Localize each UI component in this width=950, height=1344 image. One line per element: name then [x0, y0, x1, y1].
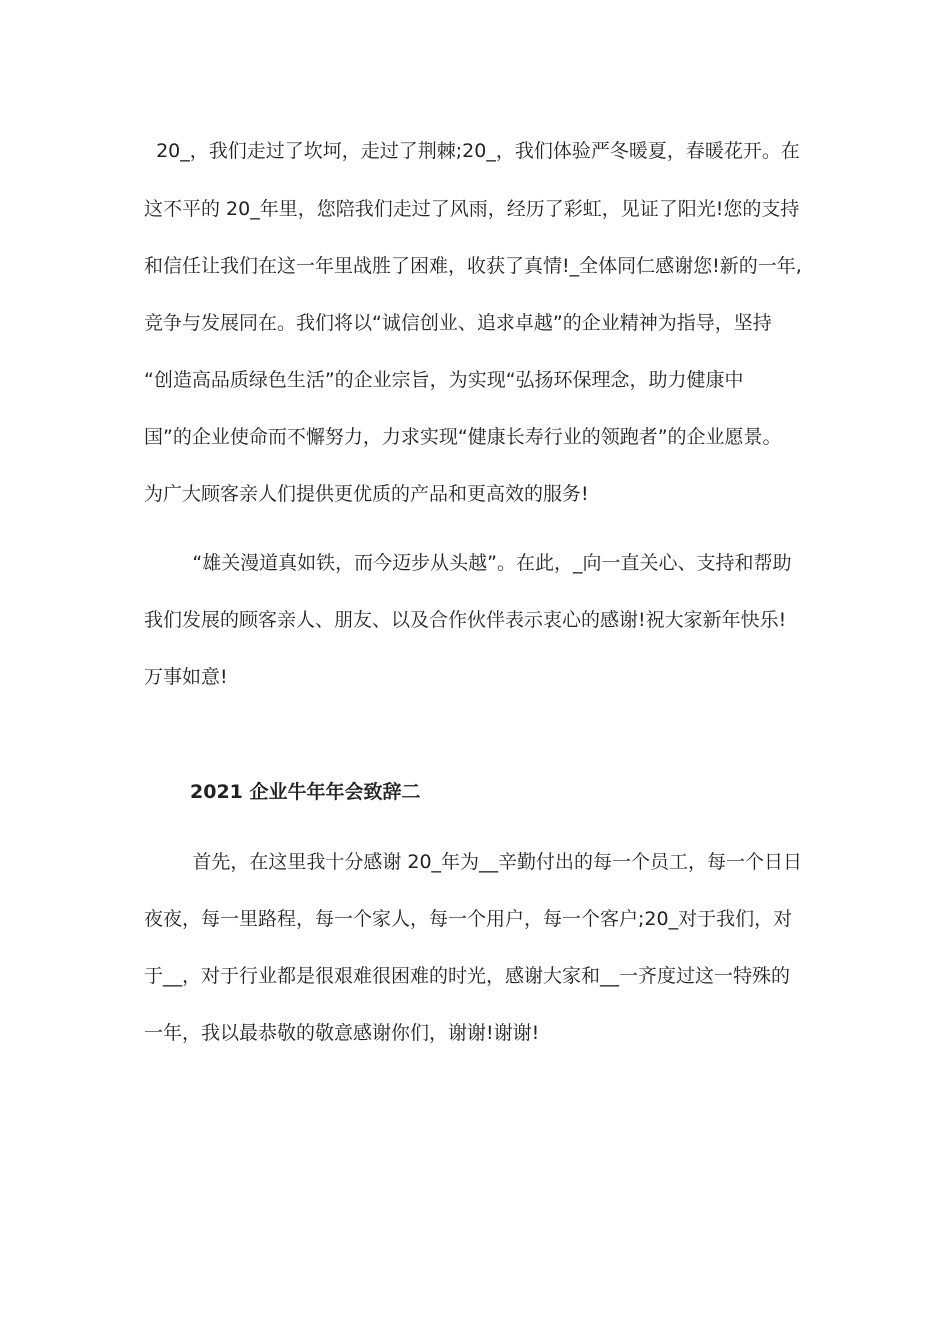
paragraph2-line-3: 万事如意!	[144, 666, 228, 688]
paragraph1-line-3: 和信任让我们在这一年里战胜了困难，收获了真情!_全体同仁感谢您!新的一年,	[144, 255, 802, 277]
paragraph3-line-4: 一年，我以最恭敬的敬意感谢你们，谢谢!谢谢!	[144, 1022, 540, 1044]
paragraph3-line-1: 首先，在这里我十分感谢 20_年为__辛勤付出的每一个员工，每一个日日	[144, 851, 803, 873]
paragraph2-line-1: “雄关漫道真如铁，而今迈步从头越”。在此，_向一直关心、支持和帮助	[144, 552, 792, 574]
paragraph1-line-6: 国”的企业使命而不懈努力，力求实现“健康长寿行业的领跑者”的企业愿景。	[144, 426, 782, 448]
paragraph1-line-1: 20_，我们走过了坎坷，走过了荆棘;20_，我们体验严冬暖夏，春暖花开。在	[144, 140, 800, 162]
section-heading: 2021 企业牛年年会致辞二	[190, 781, 421, 803]
paragraph1-line-4: 竞争与发展同在。我们将以“诚信创业、追求卓越”的企业精神为指导，坚持	[144, 312, 772, 334]
paragraph1-line-7: 为广大顾客亲人们提供更优质的产品和更高效的服务!	[144, 483, 589, 505]
paragraph1-line-5: “创造高品质绿色生活”的企业宗旨，为实现“弘扬环保理念，助力健康中	[144, 369, 744, 391]
paragraph2-line-2: 我们发展的顾客亲人、朋友、以及合作伙伴表示衷心的感谢!祝大家新年快乐!	[144, 609, 787, 631]
paragraph3-line-3: 于__，对于行业都是很艰难很困难的时光，感谢大家和__一齐度过这一特殊的	[144, 965, 791, 987]
paragraph1-line-2: 这不平的 20_年里，您陪我们走过了风雨，经历了彩虹，见证了阳光!您的支持	[144, 198, 800, 220]
paragraph3-line-2: 夜夜，每一里路程，每一个家人，每一个用户，每一个客户;20_对于我们，对	[144, 908, 793, 930]
